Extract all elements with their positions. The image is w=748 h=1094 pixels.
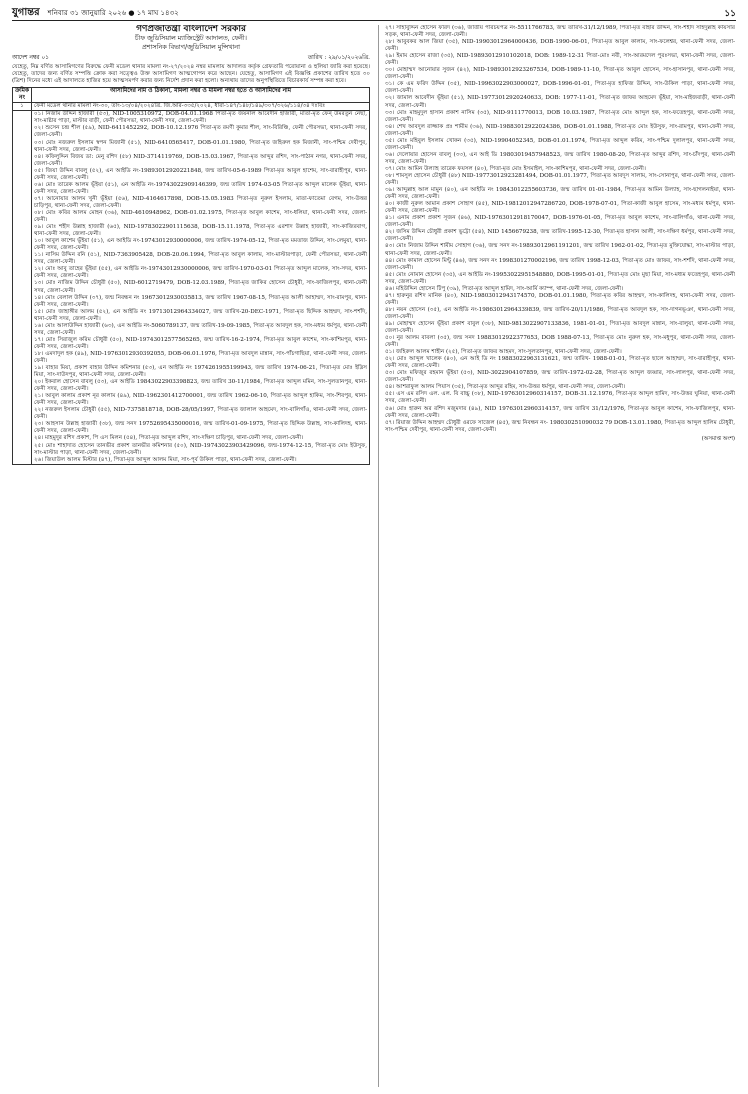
accused-entry: ০৭। আনোয়ার আলম খুনী ভূঁইয়া (৫৬), NID-4164617898, DOB-15.05.1983 পিতা-মৃত নূরুল ইসলাম, মাতা-ফাতেমা বেগম, সাং-উত্তর চাড়িপুর, থানা-ফেনী সদর, জেলা-ফেনী।	[34, 195, 367, 209]
case-reference: ফেনী মডেল থানার মামলা নং-৩০, তাং-১৩/০৪/২০২৪খ্রি. জি.আর-৩৩৫/২০২৪, ধারা-১৪৭/১৪৮/১৪৯/৩০৭/৩২৬/১১৪/৩৪ দঃবিঃ	[32, 103, 370, 111]
accused-entry: ২৭। সাহাবুদ্দিন হোসেন ফরিদ (৩৬), জাতীয় পরিচয়পত্র নং-5511766783, জন্ম তারিখ-31/12/1989, পিতা-মৃত বাহার উদ্দিন, সাং-শহীদ সহিদুল্লাহ কায়সার সড়ক, থানা-ফেনী সদর, জেলা-ফেনী।	[385, 25, 735, 39]
accused-entry: ৫২। মোঃ আব্দুল খালেক (৪০), এন আই ডি নং 19883022963131621, জন্ম তারিখ- 1988-01-01, পিতা-মৃত ছালে আহাম্মদ, সাং-বারাহীপুর, থানা-ফেনী সদর, জেলা-ফেনী।	[385, 356, 735, 370]
accused-entry: ১৯। বাহার মিয়া, প্রকাশ বাহার উদ্দিন কমিশনার (৫৩), এন আইডি নং 1974261955199943, জন্ম তারিখ 1974-06-21, পিতা-মৃত মোঃ ইদ্রিস মিয়া, সাং-দাউদপুর, থানা-ফেনী সদর, জেলা-ফেনী।	[34, 365, 367, 379]
accused-entry: ০৪। কফিলুদ্দিন বিজয় ডা: মেনু রশিদ (৫৮) NID-3714119769, DOB-15.03.1967, পিতা-মৃত আব্দুর রশিদ, সাং-পাঠান নগর, থানা-ফেনী সদর, জেলা-ফেনী।	[34, 153, 367, 167]
case-serial: ১	[13, 103, 32, 111]
accused-entry: ০৮। মোঃ কবির আলম মোহন (৩৬), NID-4610948962, DOB-01.02.1975, পিতা-মৃত আবুল কাশেম, সাং-ধলিয়া, থানা-ফেনী সদর, জেলা-ফেনী।	[34, 209, 367, 224]
accused-entry: ৪৩। মোঃ নিজাম উদ্দিন শামীম সোহাগ (৩৬), জন্ম সনদ নং-19893012961191201, জন্ম তারিখ 1962-01-02, পিতা-মৃত মুক্তিযোদ্ধা, সাং-মাস্টার পাড়া, থানা-ফেনী সদর, জেলা-ফেনী।	[385, 243, 735, 257]
accused-entry: ৩২। জামাল আবেদীন ভূঁইয়া (৫১), NID-19773012920240633, DOB: 1977-11-01, পিতা-মৃত জাফর আহমেদ ভূঁইয়া, সাং-মাইজবাড়ী, থানা-ফেনী সদর, জেলা-ফেনী।	[385, 95, 735, 109]
accused-entry: ৩০। মোহাম্মদ আনোয়ার সুজন (৪২), NID-19893012923267534, DOB-1989-11-10, পিতা-মৃত আবুল হোসেন, সাং-হাসানপুর, থানা-ফেনী সদর, জেলা-ফেনী।	[385, 67, 735, 81]
accused-entry: ২৮। আবুবকর আল জিয়া (৩৫), NID-19903012964000436, DOB-1990-06-01, পিতা-মৃত আবুল কালাম, সাং-ফলেশ্বর, থানা-ফেনী সদর, জেলা-ফেনী।	[385, 39, 735, 53]
government-title: গণপ্রজাতন্ত্রী বাংলাদেশ সরকার	[136, 25, 246, 34]
accused-entry: ০৩। মোঃ নজরুল ইসলাম স্বপন মিজানী (৫১), NID-6410565417, DOB-01.01.1980, পিতা-মৃত জহিরুল হক মিজানী, সাং-পশ্চিম দেবীপুর, থানা-ফেনী সদর, জেলা-ফেনী।	[34, 139, 367, 153]
accused-entry: ৩৬। দেলোয়ার হোসেন বাবলু (৩৩), এন আই ডি 19803019457948523, জন্ম তারিখ 1980-08-20, পিতা-মৃত আব্দুর রশিদ, সাং-চাঁদপুর, থানা-ফেনী সদর, জেলা-ফেনী।	[385, 151, 735, 165]
accused-entry: ৩৩। মোঃ মাহমুদুল হাসান প্রকাশ নাসিম (৩৫), NID-9111770013, DOB 10.03.1987, পিতা-মৃত মোঃ আব্দুল হক, সাং-ফতেহপুর, থানা-ফেনী সদর, জেলা-ফেনী।	[385, 109, 735, 123]
accused-entry: ৪৬। মহিউদ্দিন হোসেন টিপু (৩৯), পিতা-মৃত আব্দুল হামিদ, সাং-আর্মি ক্যাম্প, থানা-ফেনী সদর, জেলা-ফেনী।	[385, 285, 624, 292]
order-number: আদেশ নম্বর ০১	[12, 55, 49, 61]
accused-entry: ১৮। এমদাদুল হক (৪৯), NID-19763012930392055, DOB-06.01.1976, পিতা-মৃত আবদুল মান্নান, সাং-পাঁচগাছিয়া, থানা-ফেনী সদর, জেলা-ফেনী।	[34, 350, 367, 364]
accused-entry: ০১। নিজাম উদ্দিন হাজারী (৫৩), NID-1005310972, DOB-04.01.1968 পিতা-মৃত জয়নাল আবেদীন হাজারী, মাতা-মৃত ফেন্ উমরতুন নেছা, সাং-মাষ্টার পাড়া, মাস্টার বাড়ী, ফেনী পৌরসভা, থানা-ফেনী সদর, জেলা-ফেনী।	[34, 111, 367, 125]
accused-entry: ৪৫। মোঃ নোমান হোসেন (৩৫), এন আইডি নং-19953022951548880, DOB-1995-01-01, পিতা-মৃত মোঃ মুছা মিয়া, সাং-মধ্যম ফতেহপুর, থানা-ফেনী সদর, জেলা-ফেনী।	[385, 271, 735, 285]
department-name: প্রশাসনিক বিভাগ/জুডিসিয়াল মুন্সিখানা	[142, 43, 240, 51]
accused-entry: ৩৮। শামসুল হোসেন চৌধুরী (৪৮) NID-19773012923281494, DOB-01.01.1977, পিতা-মৃত আবদুস সালাম, সাং-সোনাপুর, থানা-ফেনী সদর, জেলা-ফেনী।	[385, 172, 735, 187]
accused-entry: ১৫। মোঃ জাহাঙ্গীর আলম (৫২), এন আইডি নং 19713012964334027, জন্ম তারিখ-20-DEC-1971, পিতা-মৃত ছিদ্দিক আহম্মদ, সাং-শর্শদি, থানা-ফেনী সদর, জেলা-ফেনী।	[34, 308, 367, 322]
accused-entry: ২৬। জিয়াউল আলম মিস্টার (৪৭), পিতা-মৃত আব্দুল আলম মিয়া, সাং-পূর্ব উকিল পাড়া, থানা-ফেনী সদর, জেলা-ফেনী।	[34, 456, 297, 463]
accused-entry: ২৪। মাহমুদুর রশিদ প্রকাশ, পি এস মিলন (৫৪), পিতা-মৃত আব্দুল রশিদ, সাং-দক্ষিণ চাড়িপুর, থানা-ফেনী সদর, জেলা-ফেনী।	[34, 435, 304, 442]
accused-entry: ১৩। মোঃ নাজিম উদ্দিন চৌধুরী (৫০), NID-6012719479, DOB-12.03.1989, পিতা-মৃত জাকির হোসেন চৌধুরী, সাং-ফাজিলপুর, থানা-ফেনী সদর, জেলা-ফেনী।	[34, 280, 367, 294]
accused-entry: ৪৯। মোহাম্মদ হোসেন ভূঁইয়া প্রকাশ বাবুল (৩৮), NID-9813022907133836, 1981-01-01, পিতা-মৃত আবদুল মান্নান, সাং-বালুয়া, থানা-ফেনী সদর, জেলা-ফেনী।	[385, 320, 735, 335]
masthead	[12, 6, 736, 21]
accused-entry: ৫১। জহিরুল আলম শাহীন (২৫), পিতা-মৃত জাফর আহমদ, সাং-সুলতানপুর, থানা-ফেনী সদর, জেলা-ফেনী।	[385, 349, 622, 356]
notice-columns	[12, 25, 736, 1087]
notice-header	[12, 25, 370, 52]
issue-date: শনিবার ৩১ জানুয়ারি ২০২৬ ● ১৭ মাঘ ১৪৩২	[47, 9, 179, 17]
page-number: ১১	[724, 8, 736, 19]
accused-entry: ২২। নজরুল ইসলাম চৌধুরী (৫৫), NID-7375818718, DOB-28/05/1997, পিতা-মৃত জালাল আহমেদ, সাং-বালিগাঁও, থানা-ফেনী সদর, জেলা-ফেনী।	[34, 407, 367, 421]
order-reference	[12, 55, 370, 62]
accused-entry: ৪০। কাজী নুরুল আমান প্রকাশ সোহাগ (৪৫), NID-19812012947286720, DOB-1978-07-01, পিতা-কাজী আবুল হাসেম, সাং-মধ্যম ধর্মপুর, থানা-ফেনী সদর, জেলা-ফেনী।	[385, 201, 735, 215]
accused-entry: ৩১। কে এম ফরিদ উদ্দিন (৩৫), NID-19963022903000027, DOB-1996-01-01, পিতা-মৃত হাফিজ উদ্দিন, সাং-উকিল পাড়া, থানা-ফেনী সদর, জেলা-ফেনী।	[385, 81, 735, 95]
accused-entry: ০৯। মোঃ শহীদ উল্লাহ হাজারী (৬৫), NID-19783022901115638, DOB-15.11.1978, পিতা-মৃত এরশাদ উল্লাহ হাজারী, সাং-কাজিরবাগ, থানা-ফেনী সদর, জেলা-ফেনী।	[34, 224, 367, 238]
right-entry-list	[385, 25, 735, 434]
accused-entry: ২৯। ইমাম হোসেন রাজা (৩৫), NID-19893012910102018, DOB: 1989-12-31 পিতা-মোঃ নবী, সাং-আরমদেল পুরঃসভা, থানা-ফেনী সদর, জেলা-ফেনী।	[385, 53, 735, 67]
accused-entry: ৪৪। মোঃ কামাল হোসেন মিন্টু (৪৬), জন্ম সনদ নং 1998301270002196, জন্ম তারিখ 1998-12-03, পিতা-মৃত মোঃ জাফর, সাং-শর্শদি, থানা-ফেনী সদর, জেলা-ফেনী।	[385, 257, 735, 271]
order-date: তারিখ : ২৯/০১/২০২৬খ্রি.	[307, 55, 370, 61]
accused-entry: ৫৪। আশরাফুল আলম পিয়াস (৩৫), পিতা-মৃত আব্দুর রহিম, সাং-উত্তর ধর্মপুর, থানা-ফেনী সদর, জেলা-ফেনী।	[385, 384, 626, 391]
accused-entry: ২৫। মোঃ শাহাদাত হোসেন তানভীর প্রকাশ তানভীর কমিশনার (৫০), NID-19743023903429096, জন্ম-1974-12-15, পিতা-মৃত মোঃ ইউসুফ, সাং-মাস্টার পাড়া, থানা-ফেনী সদর, জেলা-ফেনী।	[34, 442, 367, 456]
notice-body: যেহেতু, নিম্ন বর্ণিত আসামিগণের বিরুদ্ধে ফেনী মডেল থানার মামলা নং-২৭/২০২৪ নম্বর মামলায় আদালত কর্তৃক গ্রেফতারি পরোয়ানা ও হুলিয়া জারি করা হয়েছে। যেহেতু, তাদের জন্য বর্ণিত সম্পত্তি ক্রোক করা সত্ত্বেও উক্ত আসামিগণ আত্মগোপন করে আছেন। যেহেতু, আসামিগণ এই বিজ্ঞপ্তি প্রকাশের তারিখ হতে ৩০ (ত্রিশ) দিনের মধ্যে এই আদালতে হাজির হয়ে আত্মসমর্পণ করার জন্য নির্দেশ প্রদান করা হলো। অন্যথায় তাদের অনুপস্থিতিতে বিচারকার্য সম্পন্ন করা হবে।	[12, 64, 370, 85]
accused-entry: ৫০। নুর আলম বাবলা (৩৫), জন্ম সনদ 19883012922377653, DOB 1988-07-13, পিতা-মৃত মোঃ নুরুল হক, সাং-মধুপুর, থানা-ফেনী সদর, জেলা-ফেনী।	[385, 335, 735, 349]
accused-entry: ৩৫। মোঃ মহিবুল ইসলাম খোকন (৩৫), NID-19904052345, DOB-01.01.1974, পিতা-মৃত আব্দুল করিম, সাং-পশ্চিম দুলালপুর, থানা-ফেনী সদর, জেলা-ফেনী।	[385, 137, 735, 151]
accused-entry: ৪২। জসিম উদ্দিন চৌধুরী প্রকাশ ভুট্টো (৫৪), NID 1456679238, জন্ম তারিখ-1995-12-30, পিতা-মৃত হাসান আলী, সাং-দক্ষিণ ধর্মপুর, থানা-ফেনী সদর, জেলা-ফেনী।	[385, 229, 735, 243]
left-entry-list	[32, 111, 370, 464]
accused-entry: ০৫। জিয়া উদ্দিন বাবলু (৫২), এন আইডি নং-19893012920221848, জন্ম তারিখ-05-6-1989 পিতা-মৃত আবুল হাশেম, সাং-বারাহীপুর, থানা-ফেনী সদর, জেলা-ফেনী।	[34, 167, 367, 181]
accused-entry: ২৩। আহসান উল্লাহ হাজারী (৩৮), জন্ম সনদ 19752695435000016, জন্ম তারিখ-01-09-1975, পিতা-মৃত ছিদ্দিক উল্লাহ, সাং-কালিদহ, থানা-ফেনী সদর, জেলা-ফেনী।	[34, 421, 367, 435]
serial-header: ক্রমিক নং	[13, 88, 32, 103]
accused-entry: ১৪। মোঃ বেলাল উদ্দিন (৩৭), জন্ম নিবন্ধন নং 19673012930035813, জন্ম তারিখ 1967-08-15, পিতা-মৃত আলী আহাম্মদ, সাং-রামপুর, থানা-ফেনী সদর, জেলা-ফেনী।	[34, 294, 367, 308]
accused-entry: ৩৭। মোঃ আমিন উল্যাহ তারেক ফয়সল (৪০), পিতা-মৃত মোঃ ইসমাইল, সাং-কাশিমপুর, থানা-ফেনী সদর, জেলা-ফেনী।	[385, 165, 646, 172]
left-column	[12, 25, 370, 1087]
accused-entry: ১০। আবুল কাশেম ভূঁইয়া (৫১), এন আইডি নং-19743012930000006, জন্ম তারিখ-1974-05-12, পিতা-মৃত মমতাজ উদ্দিন, সাং-লেমুয়া, থানা-ফেনী সদর, জেলা-ফেনী।	[34, 238, 367, 252]
accused-entry: ০৬। মোঃ তারেক আলম ভূঁইয়া (৫১), এন আইডি নং-19743022909146399, জন্ম তারিখ 1974-03-05 পিতা-মৃত আব্দুল মালেক ভূঁইয়া, থানা-ফেনী সদর, জেলা-ফেনী।	[34, 181, 367, 195]
accused-entry: ৪৮। নয়ন হোসেন (৩৫), এন আইডি নং-19863012964339839, জন্ম তারিখ-20/11/1986, পিতা-মৃত আবদুল হক, সাং-দাগনভূঞা, থানা-ফেনী সদর, জেলা-ফেনী।	[385, 306, 735, 320]
accused-entry: ৫৫। এস এম রসিদ এল. এল. বি বাচ্চু (৩৮), NID-19763012960314157, DOB-31.12.1976, পিতা-মৃত আব্দুল হামিদ, সাং-উত্তর ঘুনিয়া, থানা-ফেনী সদর, জেলা-ফেনী।	[385, 391, 735, 405]
newspaper-logo: যুগান্তর	[12, 6, 40, 18]
accused-entry: ৫৩। মোঃ মফিজুর রহমান ভূঁইয়া (৫৩), NID-3022904107859, জন্ম তারিখ-1972-02-28, পিতা-মৃত আব্দুল জব্বার, সাং-লালপুর, থানা-ফেনী সদর, জেলা-ফেনী।	[385, 370, 735, 384]
accused-entry: ১৭। মোঃ সিরাজুল করিম চৌধুরী (৫০), NID-19743012577565265, জন্ম তারিখ-16-2-1974, পিতা-মৃত আবুল কাশেম, সাং-কাশিমপুর, থানা-ফেনী সদর, জেলা-ফেনী।	[34, 336, 367, 350]
accused-entry: ২১। আবুল কালাম প্রকাশ নূর কালাম (৪৯), NID-1962301412700001, জন্ম তারিখ 1962-06-10, পিতা-মৃত আব্দুল হাকিম, সাং-শিবপুর, থানা-ফেনী সদর, জেলা-ফেনী।	[34, 393, 367, 407]
accused-entry: ১৬। মোঃ আলাউদ্দিন হাজারী (৬৩), এন আইডি নং-5060789137, জন্ম তারিখ-19-09-1985, পিতা-মৃত আবদুল হক, সাং-মধ্যম ধর্মপুর, থানা-ফেনী সদর, জেলা-ফেনী।	[34, 322, 367, 336]
accused-entry: ০২। শুসেন চন্দ্র শীল (৫৯), NID-6411452292, DOB-10.12.1976 পিতা-মৃত রমণী কুমার শীল, সাং-বিরিঞ্চি, ফেনী পৌরসভা, থানা-ফেনী সদর, জেলা-ফেনী।	[34, 125, 367, 139]
details-header: আসামিদের নাম ও ঠিকানা, মামলা নম্বর ও মামলা নম্বর হতে ও আসামিদের নাম	[32, 88, 370, 103]
accused-entry: ৪১। এনাম প্রকাশ প্রকাশ সূজন (৪৬), NID-19763012918170047, DOB-1976-01-05, পিতা-মৃত আবুল কাশেম, সাং-বালিগাঁও, থানা-ফেনী সদর, জেলা-ফেনী।	[385, 215, 735, 229]
court-name: চীফ জুডিসিয়াল ম্যাজিস্ট্রেট আদালত, ফেনী।	[135, 34, 247, 42]
accused-entry: ৫৬। মোঃ হারুন অর রশিদ মজুমদার (৪৯), NID 19763012960314157, জন্ম তারিখ 31/12/1976, পিতা-মৃত আবুল কাশেম, সাং-ফাজিলপুর, থানা-ফেনী সদর, জেলা-ফেনী।	[385, 405, 735, 419]
accused-entry: ১২। মোঃ আবু তাহের ভূঁইয়া (৫৫), এন আইডি নং-19743012930000006, জন্ম তারিখ-1970-03-01 পিতা-মৃত আব্দুল মালেক, সাং-সদর, থানা-ফেনী সদর, জেলা-ফেনী।	[34, 266, 367, 280]
accused-entry: ৪৭। হারুনুর রশিদ মানিক (৪০), NID-19803012943174570, DOB-01.01.1980, পিতা-মৃত কবির আহম্মদ, সাং-কালিদহ, থানা-ফেনী সদর, জেলা-ফেনী।	[385, 292, 735, 306]
accused-entry: ৩৪। শেখ আবদুল রাজ্জাক প্রঃ শামীম (৩৬), NID-19883012922024386, DOB-01.01.1988, পিতা-মৃত মোঃ ইউসুফ, সাং-রামপুর, থানা-ফেনী সদর, জেলা-ফেনী।	[385, 123, 735, 137]
accused-entry: ৫৭। রিয়াজ উদ্দিন আহম্মদ চৌধুরী ওরফে সাজেল (৪৫), জন্ম নিবন্ধন নং- 198030251090032 79 DOB-13.01.1980, পিতা-মৃত আব্দুল হালিম চৌধুরী, সাং-পশ্চিম দেবীপুর, থানা-ফেনী সদর, জেলা-ফেনী।	[385, 419, 735, 433]
accused-entry: ১১। নাসিম উদ্দিন রনি (৫১), NID-7363905428, DOB-20.06.1994, পিতা-মৃত আবুল কালাম, সাং-মাস্টারপাড়া, ফেনী পৌরসভা, থানা-ফেনী সদর, জেলা-ফেনী।	[34, 252, 367, 266]
accused-entry: ২০। ইকবাল হোসেন বাবলু (৫৩), এন আইডি 19843022903398823, জন্ম তারিখ 30-11/1984, পিতা-মৃত আব্দুল মমিন, সাং-সুলতানপুর, থানা-ফেনী সদর, জেলা-ফেনী।	[34, 379, 367, 393]
accused-entry: ৩৯। আব্দুল্লাহ আল মামুন (৪০), এন আইডি নং 19843012255603736, জন্ম তারিখ 01-01-1984, পিতা-মৃত আমিন উল্যাহ, সাং-ছাগলনাইয়া, থানা-ফেনী সদর, জেলা-ফেনী।	[385, 187, 735, 201]
continued-note: (অসমাপ্ত অংশ)	[701, 435, 735, 442]
right-column	[378, 25, 735, 1087]
accused-table	[12, 87, 370, 464]
